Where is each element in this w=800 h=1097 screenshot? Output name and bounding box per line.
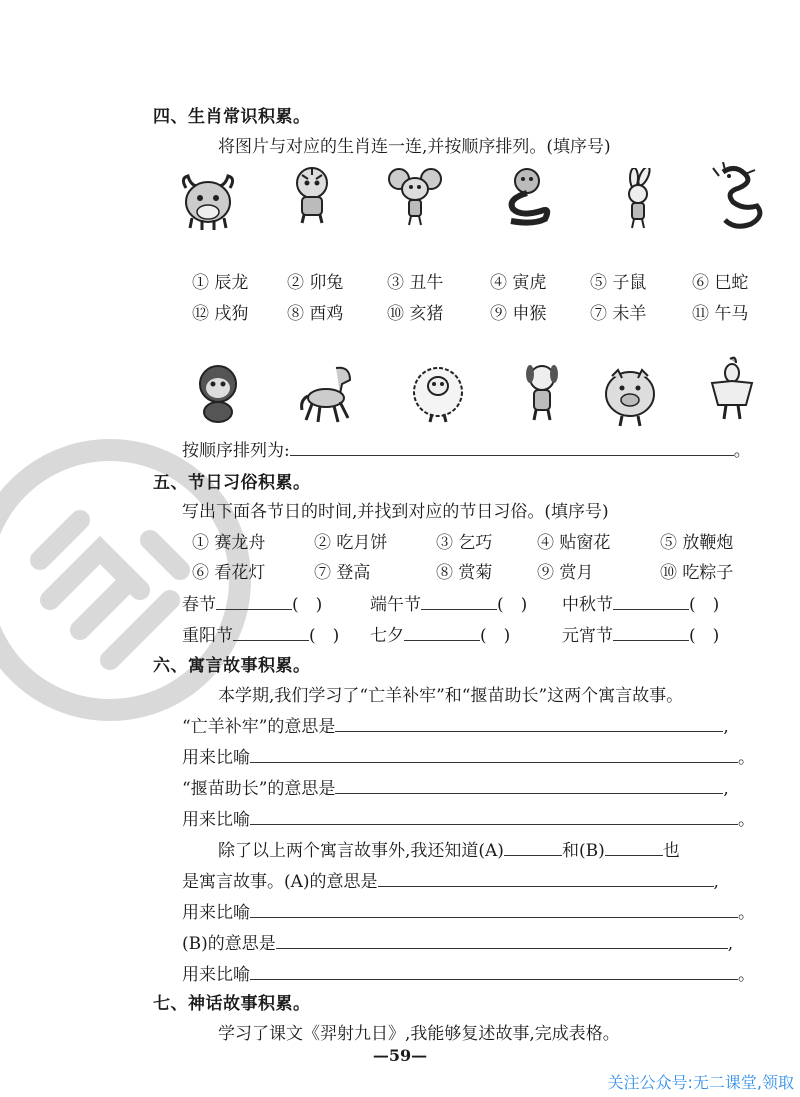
section-title-myth: 七、神话故事积累。: [153, 994, 311, 1014]
fable-q1-compare-blank[interactable]: [250, 746, 738, 763]
fable-extra-line: [218, 836, 680, 861]
festival-date-blank[interactable]: [613, 624, 689, 641]
zodiac-option: ⑫ 戌狗: [192, 304, 249, 324]
fable-q2-line: [182, 774, 729, 799]
fable-a-compare-line: [182, 898, 755, 923]
zodiac-option: ④ 寅虎: [490, 273, 547, 293]
festival-item: [182, 590, 322, 615]
section-title-zodiac: 四、生肖常识积累。: [153, 107, 311, 127]
compare-label: 用来比喻: [182, 965, 250, 985]
fable-b-meaning-line: [182, 929, 733, 954]
custom-option: ④ 贴窗花: [537, 533, 611, 553]
festival-item: [370, 590, 527, 615]
extra-and-label: 和(B): [561, 841, 605, 861]
zodiac-option: ③ 丑牛: [387, 273, 444, 293]
custom-answer-paren[interactable]: ( ): [309, 626, 340, 646]
festival-name: 元宵节: [562, 626, 613, 646]
zodiac-option: ⑥ 巳蛇: [692, 273, 749, 293]
festival-name: 中秋节: [562, 595, 613, 615]
pig-icon: [600, 366, 660, 428]
custom-option: ① 赛龙舟: [192, 533, 266, 553]
festival-name: 七夕: [370, 626, 404, 646]
fable-q2-compare-line: [182, 805, 755, 830]
custom-answer-paren[interactable]: ( ): [480, 626, 511, 646]
wechat-promo: 关注公众号:无二课堂,领取: [607, 1073, 794, 1092]
fable-q2-blank[interactable]: [335, 777, 723, 794]
fable-a-meaning-line: [182, 867, 719, 892]
compare-label: 用来比喻: [182, 748, 250, 768]
rabbit-icon: [608, 168, 668, 230]
festival-date-blank[interactable]: [421, 593, 497, 610]
custom-option: ⑦ 登高: [314, 563, 371, 583]
compare-label: 用来比喻: [182, 810, 250, 830]
zodiac-option: ② 卯兔: [287, 273, 344, 293]
compare-label: 用来比喻: [182, 903, 250, 923]
festival-item: [562, 621, 719, 646]
snake-icon: [497, 165, 557, 227]
page-number: —59—: [372, 1046, 428, 1065]
zodiac-option: ⑦ 未羊: [590, 304, 647, 324]
fable-q1-compare-line: [182, 743, 755, 768]
zodiac-instruction: 将图片与对应的生肖连一连,并按顺序排列。(填序号): [218, 137, 611, 157]
order-label: 按顺序排列为:: [182, 441, 290, 461]
order-answer-blank[interactable]: [290, 439, 734, 456]
festival-row1: [182, 590, 772, 614]
custom-answer-paren[interactable]: ( ): [497, 595, 528, 615]
custom-option: ⑤ 放鞭炮: [660, 533, 734, 553]
period: 。: [738, 810, 755, 830]
comma: ,: [727, 934, 734, 954]
festival-date-blank[interactable]: [404, 624, 480, 641]
fable-a-compare-blank[interactable]: [250, 901, 738, 918]
festival-name: 春节: [182, 595, 216, 615]
custom-answer-paren[interactable]: ( ): [689, 626, 720, 646]
zodiac-option: ⑨ 申猴: [490, 304, 547, 324]
period: 。: [738, 965, 755, 985]
period: 。: [733, 441, 751, 461]
zodiac-option: ⑧ 酉鸡: [287, 304, 344, 324]
dog-icon: [512, 360, 572, 422]
customs-row1: [192, 528, 772, 552]
custom-option: ⑨ 赏月: [537, 563, 594, 583]
custom-option: ② 吃月饼: [314, 533, 388, 553]
festival-name: 重阳节: [182, 626, 233, 646]
customs-row2: [192, 558, 772, 582]
fable-b-compare-line: [182, 960, 755, 985]
mouse-icon: [385, 165, 445, 227]
custom-option: ⑥ 看花灯: [192, 563, 266, 583]
fable-a-blank[interactable]: [504, 839, 562, 856]
festival-item: [562, 590, 719, 615]
custom-option: ③ 乞巧: [436, 533, 493, 553]
custom-answer-paren[interactable]: ( ): [292, 595, 323, 615]
festival-item: [182, 621, 339, 646]
dragon-icon: [705, 162, 769, 234]
period: 。: [738, 748, 755, 768]
horse-icon: [296, 362, 362, 424]
section-title-fable: 六、寓言故事积累。: [153, 656, 311, 676]
fable-q1-line: [182, 712, 729, 737]
festival-date-blank[interactable]: [233, 624, 309, 641]
zodiac-option: ① 辰龙: [192, 273, 249, 293]
fable-q1-blank[interactable]: [335, 715, 723, 732]
custom-option: ⑧ 赏菊: [436, 563, 493, 583]
period: 。: [738, 903, 755, 923]
fable-b-blank[interactable]: [605, 839, 663, 856]
comma: ,: [713, 872, 719, 892]
zodiac-option: ⑪ 午马: [692, 304, 749, 324]
zodiac-option: ⑩ 亥猪: [387, 304, 444, 324]
myth-text: 学习了课文《羿射九日》,我能够复述故事,完成表格。: [218, 1024, 620, 1044]
a-meaning-label: 是寓言故事。(A)的意思是: [182, 872, 378, 892]
section-title-festival: 五、节日习俗积累。: [153, 473, 311, 493]
extra-a-label: 除了以上两个寓言故事外,我还知道(A): [218, 841, 504, 861]
fable-q2-compare-blank[interactable]: [250, 808, 738, 825]
rooster-icon: [706, 355, 758, 425]
fable-q2-label: “揠苗助长”的意思是: [182, 779, 336, 799]
fable-a-meaning-blank[interactable]: [378, 870, 714, 887]
fable-q1-label: “亡羊补牢”的意思是: [182, 717, 336, 737]
b-meaning-label: (B)的意思是: [182, 934, 276, 954]
custom-option: ⑩ 吃粽子: [660, 563, 734, 583]
extra-also-label: 也: [662, 841, 680, 861]
comma: ,: [723, 717, 729, 737]
tiger-icon: [282, 163, 342, 225]
zodiac-options-row1: [192, 268, 772, 292]
fable-intro: 本学期,我们学习了“亡羊补牢”和“揠苗助长”这两个寓言故事。: [218, 686, 684, 706]
fable-b-compare-blank[interactable]: [250, 963, 738, 980]
festival-date-blank[interactable]: [613, 593, 689, 610]
zodiac-option: ⑤ 子鼠: [590, 273, 647, 293]
fable-b-meaning-blank[interactable]: [276, 932, 728, 949]
festival-row2: [182, 621, 772, 645]
zodiac-options-row2: [192, 299, 772, 323]
sheep-icon: [408, 362, 468, 424]
festival-instruction: 写出下面各节日的时间,并找到对应的节日习俗。(填序号): [182, 502, 609, 522]
monkey-icon: [188, 362, 248, 424]
ox-icon: [178, 170, 238, 232]
comma: ,: [723, 779, 729, 799]
festival-name: 端午节: [370, 595, 421, 615]
festival-date-blank[interactable]: [216, 593, 292, 610]
custom-answer-paren[interactable]: ( ): [689, 595, 720, 615]
order-line: [182, 436, 751, 461]
festival-item: [370, 621, 510, 646]
